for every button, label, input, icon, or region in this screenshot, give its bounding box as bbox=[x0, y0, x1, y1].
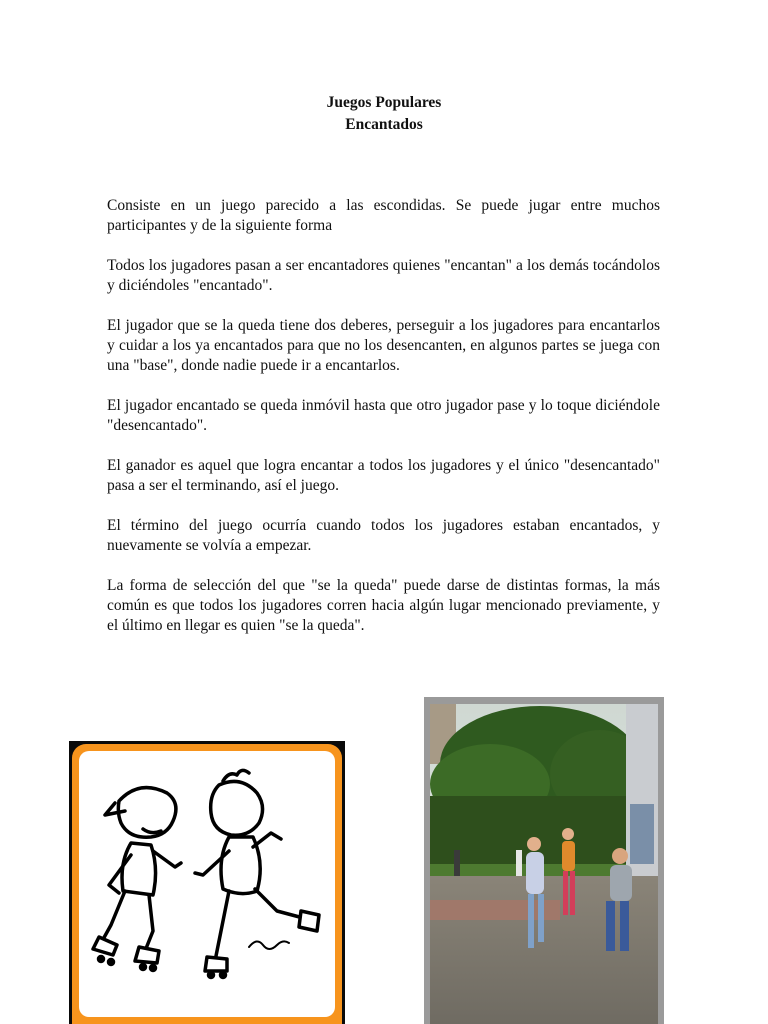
title-line-2: Encantados bbox=[345, 116, 423, 133]
playground-photo-frame bbox=[424, 697, 664, 1024]
document-body bbox=[107, 196, 660, 656]
paragraph: La forma de selección del que "se la queda" puede darse de distintas formas, la más común es que todos los jugadores corren hacia algún lugar mencionado previamente, y el último en llegar es quien "se la queda". bbox=[107, 577, 660, 634]
paragraph: El jugador encantado se queda inmóvil hasta que otro jugador pase y lo toque diciéndole "desencantado". bbox=[107, 397, 660, 434]
title-line-1: Juegos Populares bbox=[326, 94, 442, 111]
cartoon-illustration-frame bbox=[69, 741, 345, 1024]
paragraph: El término del juego ocurría cuando todos los jugadores estaban encantados, y nuevamente se volvía a empezar. bbox=[107, 517, 660, 554]
paragraph: El ganador es aquel que logra encantar a todos los jugadores y el único "desencantado" pasa a ser el terminando, así el juego. bbox=[107, 457, 660, 494]
paragraph: El jugador que se la queda tiene dos deberes, perseguir a los jugadores para encantarlos y cuidar a los ya encantados para que no los desencanten, en algunos partes se juega con una "base", donde nadie puede ir a encantarlos. bbox=[107, 317, 660, 374]
playground-photo bbox=[430, 704, 658, 1024]
orange-border bbox=[72, 744, 342, 1024]
paragraph: Consiste en un juego parecido a las escondidas. Se puede jugar entre muchos participantes y de la siguiente forma bbox=[107, 197, 660, 234]
cartoon-illustration bbox=[79, 751, 335, 1017]
children-running-photo bbox=[430, 704, 658, 1024]
skating-children-drawing bbox=[79, 751, 335, 1017]
document-title bbox=[0, 92, 768, 136]
paragraph: Todos los jugadores pasan a ser encantadores quienes "encantan" a los demás tocándolos y diciéndoles "encantado". bbox=[107, 257, 660, 294]
